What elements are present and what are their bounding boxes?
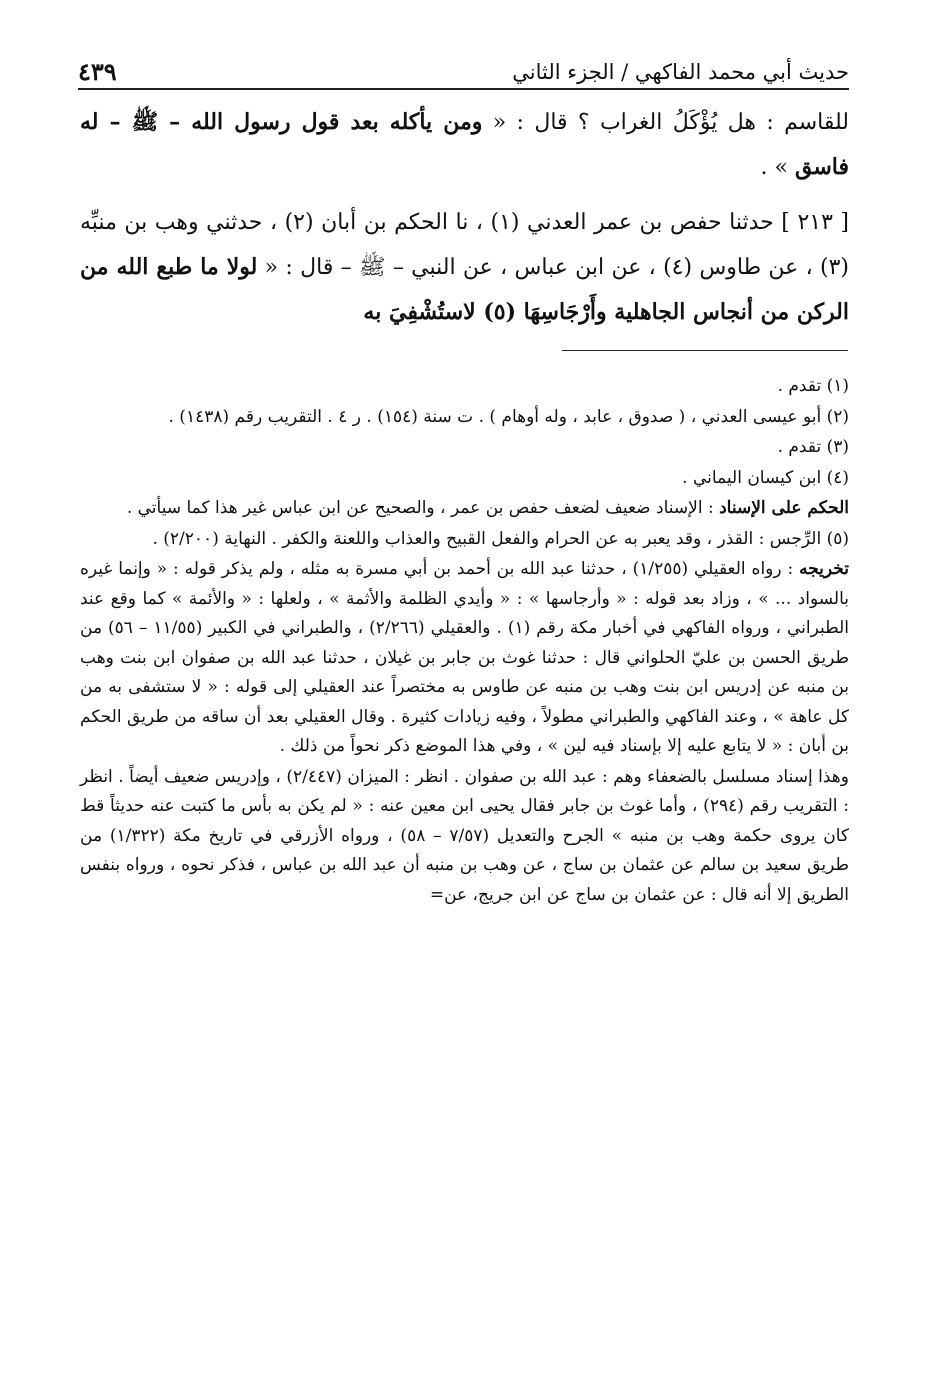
- takhrij-label: تخريجه: [799, 559, 849, 579]
- takhrij: [80, 555, 849, 762]
- final-note: وهذا إسناد مسلسل بالضعفاء وهم : عبد الله بن صفوان . انظر : الميزان (٢/٤٤٧) ، وإدريس ضعيف أيضاً . انظر : التقريب رقم (٢٩٤) ، وأما غوث بن جابر فقال يحيى ابن معين عنه : « لم يكن به بأس ما كتبت عنه حديثاً قط كان يروى حكمة وهب بن منبه » الجرح والتعديل (٧/٥٧ – ٥٨) ، ورواه الأزرقي في تاريخ مكة (١/٣٢٢) من طريق سعيد بن سالم عن عثمان بن ساج ، عن وهب بن منبه أن عبد الله بن عباس ، فذكر نحوه ، ورواه بنفس الطريق إلا أنه قال : عن عثمان بن ساج عن ابن جريج، عن=: [80, 766, 849, 905]
- running-title: حديث أبي محمد الفاكهي / الجزء الثاني: [512, 60, 849, 84]
- page-number: ٤٣٩: [78, 57, 117, 86]
- isnad-ruling: [80, 494, 849, 524]
- para1-bold: ومن يأكله بعد قول رسول الله – ﷺ – له فاسق: [80, 109, 849, 180]
- footnote-2: (٢) أبو عيسى العدني ، ( صدوق ، عابد ، وله أوهام ) . ت سنة (١٥٤) . ر ٤ . التقريب رقم (١٤٣٨) .: [168, 406, 849, 427]
- footnotes: [80, 372, 849, 911]
- para1-plain: للقاسم : هل يُؤْكَلُ الغراب ؟ قال : «: [492, 110, 850, 135]
- footnote-4: (٤) ابن كيسان اليماني .: [682, 467, 849, 488]
- isnad-text: : الإسناد ضعيف لضعف حفص بن عمر ، والصحيح عن ابن عباس غير هذا كما سيأتي .: [126, 498, 714, 518]
- para2-bold: لولا ما طبع الله من الركن من أنجاس الجاهلية وأَرْجَاسِهَا (٥) لاستُشْفِيَ به: [80, 254, 849, 325]
- takhrij-text: : رواه العقيلي (١/٢٥٥) ، حدثنا عبد الله بن أحمد بن أبي مسرة به مثله ، ولم يذكر قوله : « وإنما غيره بالسواد ... » ، وزاد بعد قوله : « وأرجاسها » : « وأيدي الظلمة والأثمة » ، ولعلها : « والأئمة » كما وقع عند الطبراني ، ورواه الفاكهي في أخبار مكة رقم (١) . والعقيلي (٢/٢٦٦) ، والطبراني في الكبير (١١/٥٥ – ٥٦) من طريق الحسن بن عليّ الحلواني قال : حدثنا غوث بن جابر بن غيلان ، حدثنا عبد الله بن صفوان ابن بنت وهب بن منبه عن إدريس ابن بنت وهب بن منبه عن طاوس به مختصراً عند العقيلي إلى قوله : « لا ستشفى به من كل عاهة » ، وعند الفاكهي والطبراني مطولاً ، وفيه زيادات كثيرة . وقال العقيلي بعد أن ساقه من طريق الحكم بن أبان : « لا يتابع عليه إلا بإسناد فيه لين » ، وفي هذا الموضع ذكر نحواً من ذلك .: [80, 559, 849, 756]
- page-header: [78, 48, 849, 90]
- hadith-213: [80, 200, 849, 335]
- main-text: [80, 100, 849, 335]
- para1-end: » .: [760, 155, 788, 180]
- footnote-5: (٥) الرِّجس : القذر ، وقد يعبر به عن الحرام والفعل القبيح والعذاب واللعنة والكفر . النهاية (٢/٢٠٠) .: [152, 528, 849, 549]
- footnote-3: (٣) تقدم .: [777, 437, 849, 457]
- para2-plain: [ ٢١٣ ] حدثنا حفص بن عمر العدني (١) ، نا الحكم بن أبان (٢) ، حدثني وهب بن منبِّه (٣) ، عن طاوس (٤) ، عن ابن عباس ، عن النبي – ﷺ – قال : «: [80, 210, 850, 280]
- footnote-1: (١) تقدم .: [777, 376, 849, 396]
- isnad-label: الحكم على الإسناد: [719, 498, 849, 518]
- footnote-separator: [562, 350, 848, 351]
- main-paragraph-1: [80, 100, 849, 190]
